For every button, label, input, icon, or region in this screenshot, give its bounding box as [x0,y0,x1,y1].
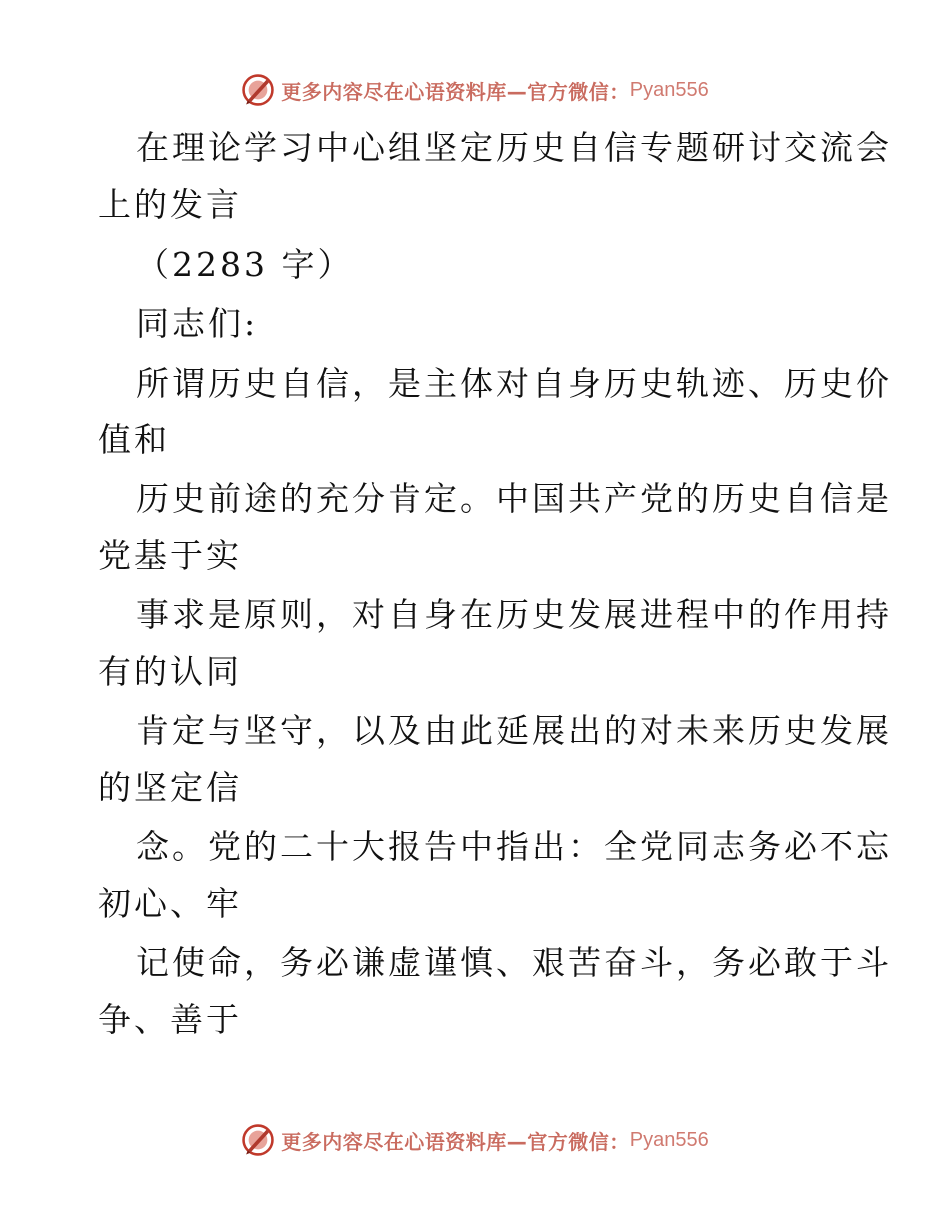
body-line: 记使命，务必谦虚谨慎、艰苦奋斗，务必敢于斗 [136,943,892,982]
pen-logo-icon [241,1123,275,1157]
salutation: 同志们: [136,304,259,343]
body-line: 有的认同 [98,652,242,691]
body-line: 的坚定信 [98,768,242,807]
body-line: 争、善于 [98,1000,242,1039]
body-line: 党基于实 [98,536,242,575]
watermark-wechat-id: Pyan556 [629,78,709,101]
header-watermark [0,70,950,110]
body-line: 所谓历史自信，是主体对自身历史轨迹、历史价 [136,364,892,403]
body-line: 历史前途的充分肯定。中国共产党的历史自信是 [136,479,892,518]
body-line: 值和 [98,420,170,459]
doc-title-line-2: 上的发言 [98,185,242,224]
body-line: 初心、牢 [98,884,242,923]
body-line: 事求是原则，对自身在历史发展进程中的作用持 [136,595,892,634]
word-count: （2283 字） [136,245,354,284]
watermark-text: 更多内容尽在心语资料库—官方微信： [281,1129,630,1154]
footer-watermark [0,1120,950,1160]
watermark-wechat-id: Pyan556 [629,1128,709,1151]
body-line: 念。党的二十大报告中指出：全党同志务必不忘 [136,827,892,866]
watermark-text: 更多内容尽在心语资料库—官方微信： [281,79,630,104]
pen-logo-icon [241,73,275,107]
body-line: 肯定与坚守，以及由此延展出的对未来历史发展 [136,711,892,750]
doc-title-line-1: 在理论学习中心组坚定历史自信专题研讨交流会 [136,128,892,167]
